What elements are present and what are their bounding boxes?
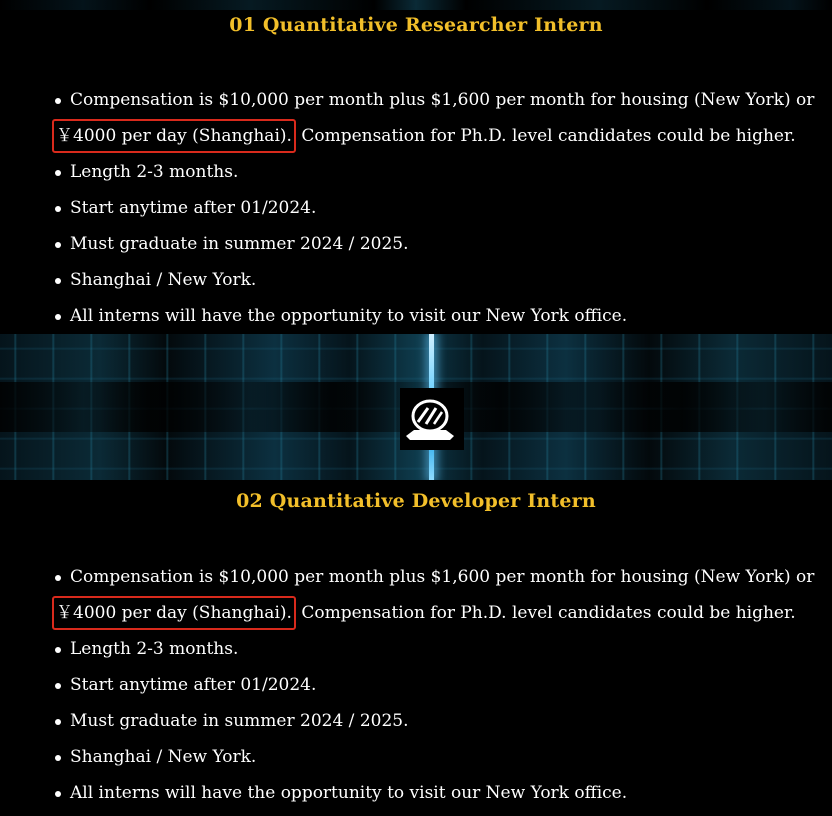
list-item: Shanghai / New York.: [0, 262, 832, 298]
top-decorative-strip: [0, 0, 832, 10]
compensation-phd-note: Compensation for Ph.D. level candidates could be higher.: [295, 126, 796, 146]
list-item: Shanghai / New York.: [0, 739, 832, 775]
list-item: Length 2-3 months.: [0, 631, 832, 667]
developer-details-list: [0, 559, 832, 811]
compensation-text-line2: [56, 595, 812, 631]
list-item: Length 2-3 months.: [0, 154, 832, 190]
list-item: Must graduate in summer 2024 / 2025.: [0, 703, 832, 739]
highlighted-shanghai-pay: ￥4000 per day (Shanghai).: [52, 119, 296, 153]
section-title-developer: 02 Quantitative Developer Intern: [236, 490, 596, 512]
list-item: Start anytime after 01/2024.: [0, 190, 832, 226]
compensation-text-line1: Compensation is $10,000 per month plus $1,600 per month for housing (New York) or: [70, 567, 815, 587]
company-logo-icon: [398, 396, 462, 446]
list-item: Start anytime after 01/2024.: [0, 667, 832, 703]
decorative-banner: [0, 334, 832, 480]
list-item: [0, 82, 832, 154]
list-item: [0, 559, 832, 631]
compensation-text-line2: [56, 118, 812, 154]
compensation-phd-note: Compensation for Ph.D. level candidates could be higher.: [295, 603, 796, 623]
section-title-researcher: 01 Quantitative Researcher Intern: [229, 14, 603, 36]
researcher-details-list: [0, 82, 832, 334]
list-item: Must graduate in summer 2024 / 2025.: [0, 226, 832, 262]
compensation-text-line1: Compensation is $10,000 per month plus $1,600 per month for housing (New York) or: [70, 90, 815, 110]
list-item: All interns will have the opportunity to visit our New York office.: [0, 298, 832, 334]
highlighted-shanghai-pay: ￥4000 per day (Shanghai).: [52, 596, 296, 630]
list-item: All interns will have the opportunity to visit our New York office.: [0, 775, 832, 811]
